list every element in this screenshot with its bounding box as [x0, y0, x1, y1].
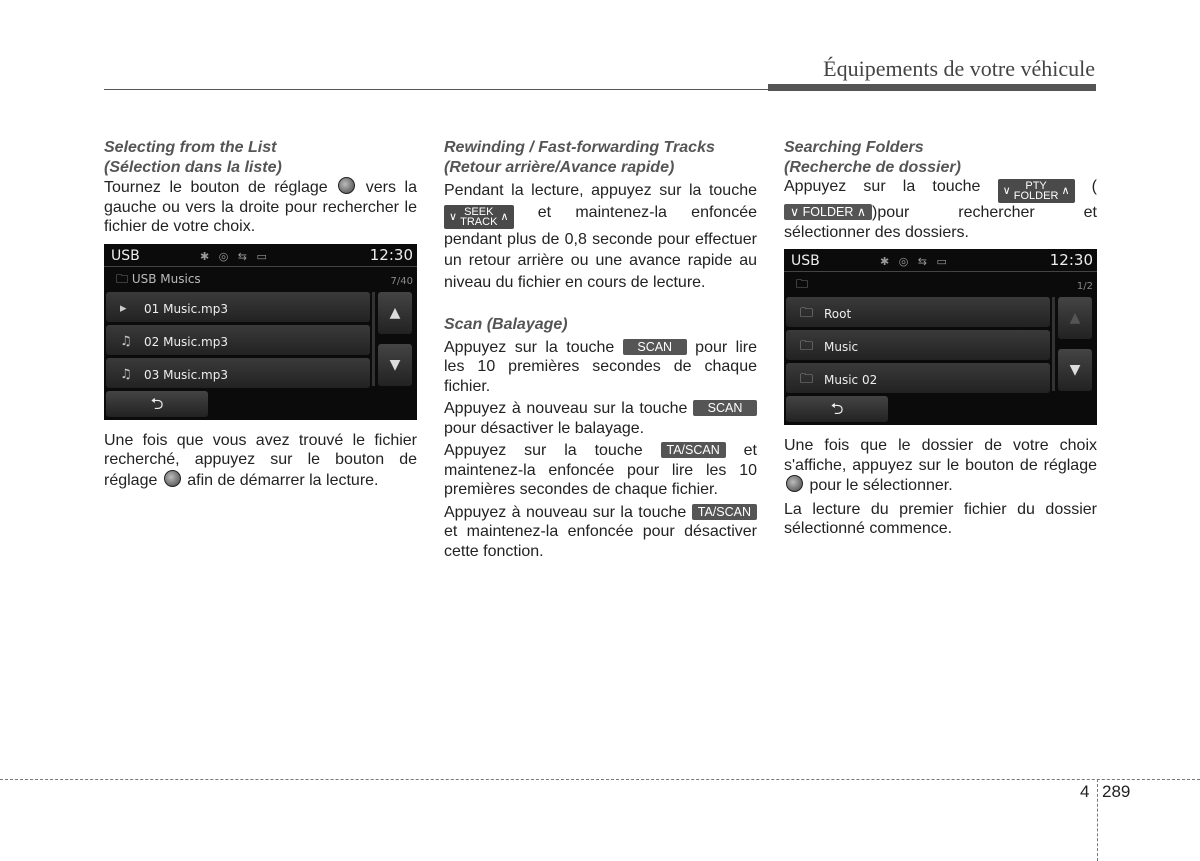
folder-icon: 🗀 — [796, 277, 809, 292]
section-heading: Searching Folders — [784, 139, 924, 156]
paragraph — [444, 441, 757, 500]
header-rule — [104, 89, 768, 90]
paragraph — [444, 338, 757, 397]
text: afin de démarrer la lecture. — [187, 471, 379, 489]
list-item-label: Root — [824, 307, 852, 322]
section-subheading: (Retour arrière/Avance rapide) — [444, 158, 675, 176]
column-selecting-list — [104, 138, 417, 490]
folder-count: 1/2 — [1076, 281, 1093, 293]
section-subheading: (Sélection dans la liste) — [104, 158, 282, 176]
scroll-up-button[interactable] — [378, 292, 412, 334]
text: pour lire les 10 premières secondes de chaque fichier. — [444, 338, 757, 395]
section-heading: Scan (Balayage) — [444, 316, 568, 334]
paragraph — [784, 436, 1097, 496]
list-item-label: Music 02 — [824, 373, 878, 388]
paragraph — [444, 503, 757, 562]
ta-scan-button: TA/SCAN — [692, 504, 757, 520]
triangle-down-icon: ▼ — [389, 356, 401, 373]
back-button[interactable] — [106, 391, 208, 417]
text: Pendant la lecture, appuyez sur la touche — [444, 182, 757, 199]
list-item[interactable] — [106, 325, 370, 355]
text: pour le sélectionner. — [809, 477, 953, 495]
section-subheading: (Recherche de dossier) — [784, 158, 961, 176]
text: Appuyez à nouveau sur la touche — [444, 400, 688, 418]
text: et maintenez-la enfoncée pour lire les 10 premières secondes de chaque fichier. — [444, 442, 757, 499]
status-bar — [104, 244, 417, 267]
page-header-title: Équipements de votre véhicule — [823, 56, 1095, 81]
paragraph — [444, 180, 757, 293]
source-label: USB — [111, 247, 140, 264]
text: pour désactiver le balayage. — [444, 419, 645, 437]
chevron-down-icon: ∨ — [1002, 185, 1011, 197]
folder-name: USB Musics — [131, 271, 201, 286]
back-button[interactable] — [786, 396, 888, 422]
header-rule-thick — [768, 84, 1096, 91]
button-label: FOLDER — [802, 205, 854, 220]
status-icons: ✱ ◎ ⇆ ▭ — [880, 255, 950, 269]
status-icons: ✱ ◎ ⇆ ▭ — [200, 249, 270, 263]
button-label: TRACK — [460, 215, 498, 228]
footer-rule — [0, 779, 1200, 780]
tune-knob-icon — [786, 475, 803, 492]
chapter-number: 4 — [1080, 782, 1090, 801]
list-item-label: 02 Music.mp3 — [144, 334, 228, 349]
tune-knob-icon — [164, 470, 181, 487]
chevron-up-icon: ∧ — [856, 205, 866, 220]
list-item[interactable] — [106, 358, 370, 388]
music-note-icon: ♫ — [120, 333, 132, 349]
usb-screen-list — [104, 244, 417, 420]
section-heading: Selecting from the List — [104, 139, 277, 156]
paragraph: Appuyez sur la touche ∨ PTY FOLDER ∧ (∨ FOLDER ∧ )pour rechercher et sélectionner des dossiers. — [784, 178, 1098, 241]
folder-icon: 🗀 — [800, 372, 814, 388]
text: Une fois que vous avez trouvé le fichier recherché, appuyez sur le bouton de réglage — [104, 431, 417, 489]
list-item[interactable] — [106, 292, 370, 322]
seek-track-button — [444, 205, 514, 229]
scroll-up-button[interactable] — [1058, 297, 1092, 339]
ta-scan-button: TA/SCAN — [661, 442, 726, 458]
source-label: USB — [791, 253, 820, 270]
folder-icon: 🗀 — [800, 306, 814, 322]
text: vers la gauche ou vers la droite pour rechercher le fichier de votre choix. — [104, 179, 417, 235]
button-label: PTY — [1025, 180, 1047, 193]
folder-button — [784, 204, 872, 220]
play-icon: ▸ — [120, 300, 127, 316]
list-item-label: Music — [824, 340, 859, 355]
clock: 12:30 — [369, 245, 413, 264]
paragraph: La lecture du premier fichier du dossier sélectionné commence. — [784, 500, 1097, 538]
folder-label — [116, 270, 201, 290]
triangle-up-icon: ▲ — [1069, 310, 1081, 327]
list-item-label: 01 Music.mp3 — [144, 301, 228, 316]
list-item[interactable] — [786, 363, 1050, 393]
text: Appuyez sur la touche — [784, 178, 981, 195]
scan-button: SCAN — [693, 400, 757, 416]
folder-icon: 🗀 — [800, 339, 814, 355]
list-item[interactable] — [786, 330, 1050, 360]
page-number: 289 — [1102, 782, 1131, 801]
pty-folder-button — [998, 179, 1075, 203]
scroll-down-button[interactable] — [378, 344, 412, 386]
chevron-up-icon: ∧ — [500, 210, 509, 223]
status-bar — [784, 249, 1097, 272]
text: et maintenez-la enfoncée pour désactiver cette fonction. — [444, 523, 757, 560]
section-heading: Rewinding / Fast-forwarding Tracks — [444, 139, 715, 156]
folder-bar — [104, 267, 417, 289]
back-arrow-icon: ⮌ — [150, 393, 164, 413]
chevron-up-icon: ∧ — [1061, 185, 1070, 197]
back-arrow-icon: ⮌ — [830, 399, 844, 419]
footer-divider — [1097, 779, 1098, 861]
music-note-icon: ♫ — [120, 366, 132, 382]
scan-button: SCAN — [623, 339, 687, 355]
tune-knob-icon — [338, 177, 355, 194]
folder-icon: 🗀 — [116, 271, 129, 286]
scrollbar[interactable] — [1052, 297, 1055, 391]
scrollbar[interactable] — [372, 292, 375, 386]
paragraph — [104, 177, 417, 237]
text: Une fois que le dossier de votre choix s'affiche, appuyez sur le bouton de réglage — [784, 437, 1097, 474]
track-count: 7/40 — [390, 275, 413, 287]
button-label: FOLDER — [1013, 190, 1059, 203]
chevron-down-icon: ∨ — [449, 210, 458, 223]
text: Appuyez sur la touche — [444, 442, 643, 460]
scroll-down-button[interactable] — [1058, 349, 1092, 391]
column-rewind — [444, 138, 757, 561]
text: Appuyez à nouveau sur la touche — [444, 503, 687, 521]
list-item-label: 03 Music.mp3 — [144, 367, 228, 382]
text: Tournez le bouton de réglage — [104, 179, 328, 196]
folder-bar — [784, 272, 1097, 294]
chevron-down-icon: ∨ — [790, 205, 800, 220]
button-label: SEEK — [464, 205, 494, 218]
clock: 12:30 — [1049, 251, 1093, 270]
triangle-down-icon: ▼ — [1069, 362, 1081, 379]
text: Appuyez sur la touche — [444, 338, 615, 356]
triangle-up-icon: ▲ — [389, 304, 401, 321]
text: et maintenez-la enfoncée pendant plus de 0,8 seconde pour effectuer un retour arrière ou une avance rapide au niveau du fichier en cours de lecture. — [444, 203, 757, 291]
column-folders — [784, 138, 1097, 539]
list-item[interactable] — [786, 297, 1050, 327]
paragraph — [104, 431, 417, 491]
usb-screen-folders — [784, 249, 1097, 425]
paragraph — [444, 399, 757, 438]
text: )pour rechercher et sélectionner des dossiers. — [784, 204, 1097, 241]
